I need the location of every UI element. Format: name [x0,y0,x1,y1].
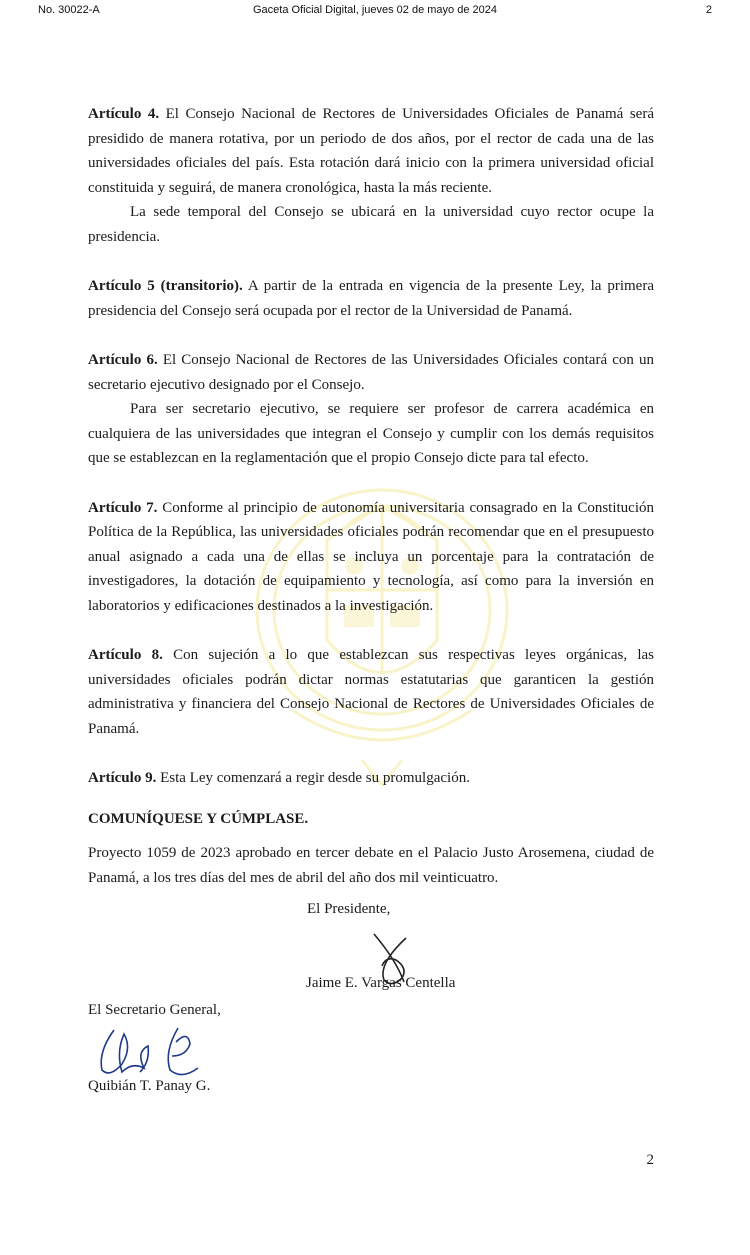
article-6 [88,348,654,397]
article-text: Conforme al principio de autonomía universitaria consagrado en la Constitución Política de la República, las universidades oficiales podrán recomendar que en el presupuesto anual asignado a cada una de ellas se incluya un porcentaje para la contratación de investigadores, la dotación de equipamiento y tecnología, así como para la inversión en laboratorios y edificaciones destinados a la investigación. [88,499,654,614]
article-text: La sede temporal del Consejo se ubicará en la universidad cuyo rector ocupe la presidencia. [88,204,654,245]
article-label: Artículo 9. [88,770,157,787]
secretary-name: Quibián T. Panay G. [88,1078,211,1094]
approval-text: Proyecto 1059 de 2023 aprobado en tercer debate en el Palacio Justo Arosemena, ciudad de Panamá, a los tres días del mes de abril del año dos mil veinticuatro. [88,845,654,886]
article-5 [88,274,654,323]
article-text: Para ser secretario ejecutivo, se requiere ser profesor de carrera académica en cualquiera de las universidades que integran el Consejo y cumplir con los demás requisitos que se establezcan en la reglamentación que el propio Consejo dicte para tal efecto. [88,401,654,467]
article-9 [88,766,654,791]
article-label: Artículo 4. [88,106,160,122]
article-label: Artículo 6. [88,351,158,368]
running-header [0,4,750,22]
gazette-number: No. 30022-A [38,4,100,16]
article-label: Artículo 5 (transitorio). [88,278,243,295]
gazette-title: Gaceta Oficial Digital, jueves 02 de mayo de 2024 [253,4,497,16]
article-text: El Consejo Nacional de Rectores de las Universidades Oficiales contará con un secretario ejecutivo designado por el Consejo. [88,351,654,393]
article-text: Esta Ley comenzará a regir desde su promulgación. [156,770,470,787]
secretary-signature [92,1022,212,1082]
document-body [88,102,654,890]
header-page-number: 2 [705,4,712,16]
president-title: El Presidente, [307,901,391,917]
closing-formula: COMUNÍQUESE Y CÚMPLASE. [88,810,309,827]
secretary-title: El Secretario General, [88,1002,221,1018]
article-label: Artículo 8. [88,647,163,664]
page-number: 2 [646,1152,654,1168]
president-name: Jaime E. Vargas Centella [306,975,456,991]
article-7 [88,496,654,619]
article-4 [88,102,654,200]
article-text: El Consejo Nacional de Rectores de Universidades Oficiales de Panamá será presidido de manera rotativa, por un periodo de dos años, por el rector de cada una de las universidades oficiales del país. Esta rotación dará inicio con la primera universidad oficial constituida y seguirá, de manera cronológica, hasta la más reciente. [88,106,654,196]
article-8 [88,643,654,741]
article-text: A partir de la entrada en vigencia de la presente Ley, la primera presidencia del Consejo será ocupada por el rector de la Universidad de Panamá. [88,278,654,319]
article-label: Artículo 7. [88,499,158,516]
article-text: Con sujeción a lo que establezcan sus respectivas leyes orgánicas, las universidades oficiales podrán dictar normas estatutarias que garanticen la gestión administrativa y financiera del Consejo Nacional de Rectores de Universidades Oficiales de Panamá. [88,647,654,737]
